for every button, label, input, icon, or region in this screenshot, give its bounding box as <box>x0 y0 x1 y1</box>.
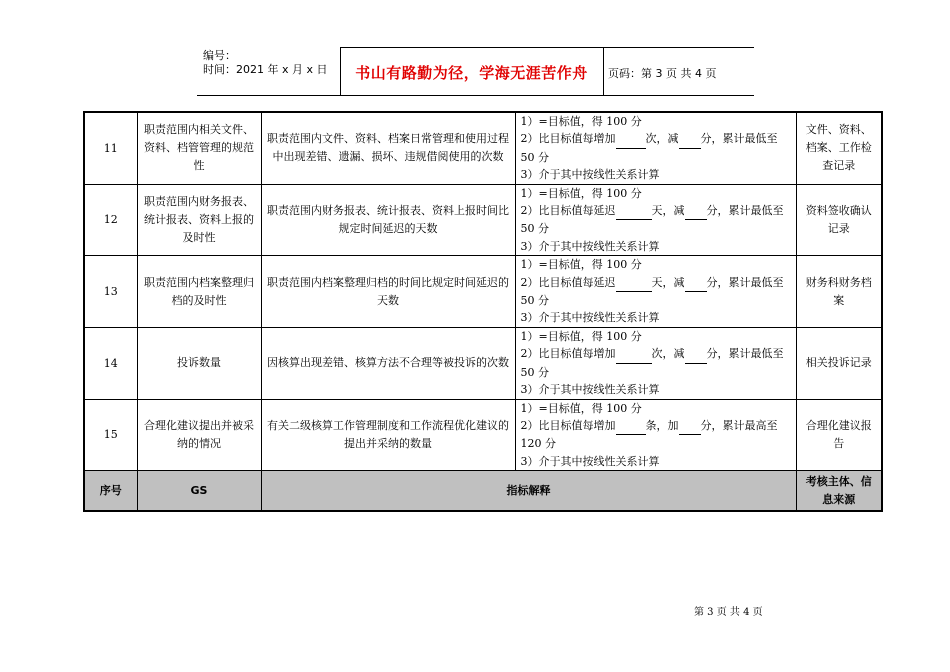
row-explanation: 因核算出现差错、核算方法不合理等被投诉的次数 <box>261 327 515 399</box>
table-row <box>84 256 882 328</box>
header-page-number: 页码：第 3 页 共 4 页 <box>608 67 717 80</box>
fill-blank[interactable] <box>679 417 701 435</box>
fill-blank[interactable] <box>685 274 707 292</box>
fill-blank[interactable] <box>685 202 707 220</box>
row-scoring-rule <box>515 184 796 256</box>
rule-line-1: 1）=目标值，得 100 分 <box>520 186 642 200</box>
rule-line-2 <box>521 417 791 453</box>
rule-line-3: 3）介于其中按线性关系计算 <box>520 383 660 397</box>
rule-text: 分，累计最低至 50 分 <box>520 132 778 164</box>
row-number: 11 <box>84 112 137 184</box>
row-explanation: 职责范围内财务报表、统计报表、资料上报时间比规定时间延迟的天数 <box>261 184 515 256</box>
row-explanation: 职责范围内文件、资料、档案日常管理和使用过程中出现差错、遗漏、损坏、违规借阅使用的次数 <box>261 112 515 184</box>
fill-blank[interactable] <box>679 130 701 148</box>
footer-page-number: 第 3 页 共 4 页 <box>694 607 763 618</box>
row-scoring-rule <box>515 112 796 184</box>
row-gs: 职责范围内相关文件、资料、档管管理的规范性 <box>137 112 261 184</box>
fill-blank[interactable] <box>616 417 646 435</box>
rule-text: 分，累计最高至 120 分 <box>520 418 778 451</box>
row-source: 文件、资料、档案、工作检查记录 <box>796 112 882 184</box>
fill-blank[interactable] <box>616 130 646 148</box>
rule-text: 2）比目标值每延迟 <box>520 204 616 218</box>
row-gs: 投诉数量 <box>137 327 261 399</box>
rule-line-2 <box>521 202 791 238</box>
rule-text: 2）比目标值每增加 <box>520 418 616 432</box>
row-scoring-rule <box>515 399 796 471</box>
rule-text: 条，加 <box>645 418 679 432</box>
row-source: 相关投诉记录 <box>796 327 882 399</box>
rule-line-2 <box>521 130 791 166</box>
row-gs: 职责范围内档案整理归档的及时性 <box>137 256 261 328</box>
rule-text: 天，减 <box>651 275 685 289</box>
row-source: 财务科财务档案 <box>796 256 882 328</box>
fill-blank[interactable] <box>616 274 652 292</box>
row-number: 13 <box>84 256 137 328</box>
doc-number-label: 编号： <box>203 49 236 62</box>
rule-text: 2）比目标值每增加 <box>520 347 616 361</box>
rule-line-3: 3）介于其中按线性关系计算 <box>520 454 660 468</box>
rule-line-1: 1）=目标值，得 100 分 <box>520 258 642 272</box>
table-row <box>84 399 882 471</box>
header-divider <box>603 47 604 96</box>
doc-time-label: 时间：2021 年 x 月 x 日 <box>203 63 328 76</box>
rule-line-1: 1）=目标值，得 100 分 <box>520 329 642 343</box>
kpi-table <box>83 111 883 512</box>
row-explanation: 职责范围内档案整理归档的时间比规定时间延迟的天数 <box>261 256 515 328</box>
row-source: 合理化建议报告 <box>796 399 882 471</box>
row-scoring-rule <box>515 327 796 399</box>
rule-line-3: 3）介于其中按线性关系计算 <box>520 239 660 253</box>
table-row <box>84 184 882 256</box>
row-source: 资料签收确认记录 <box>796 184 882 256</box>
rule-line-2 <box>521 345 791 381</box>
row-explanation: 有关二级核算工作管理制度和工作流程优化建议的提出并采纳的数量 <box>261 399 515 471</box>
rule-text: 2）比目标值每增加 <box>520 132 616 146</box>
rule-text: 天，减 <box>651 204 685 218</box>
fill-blank[interactable] <box>616 202 652 220</box>
row-number: 14 <box>84 327 137 399</box>
rule-text: 2）比目标值每延迟 <box>520 275 616 289</box>
header-bottom-rule <box>197 95 754 96</box>
rule-line-1: 1）=目标值，得 100 分 <box>520 401 642 415</box>
rule-text: 分，累计最低至 50 分 <box>520 347 784 379</box>
rule-line-1: 1）=目标值，得 100 分 <box>520 115 642 128</box>
row-scoring-rule <box>515 256 796 328</box>
fill-blank[interactable] <box>616 345 652 363</box>
header-motto: 书山有路勤为径，学海无涯苦作舟 <box>355 64 588 82</box>
rule-text: 次，减 <box>645 132 679 146</box>
rule-line-2 <box>521 274 791 310</box>
table-header-row <box>84 471 882 512</box>
header-meta <box>203 49 328 77</box>
column-header-source: 考核主体、信息来源 <box>796 471 882 512</box>
rule-text: 次，减 <box>651 347 685 361</box>
column-header-gs: GS <box>137 471 261 512</box>
row-gs: 职责范围内财务报表、统计报表、资料上报的及时性 <box>137 184 261 256</box>
column-header-no: 序号 <box>84 471 137 512</box>
fill-blank[interactable] <box>685 345 707 363</box>
rule-line-3: 3）介于其中按线性关系计算 <box>520 311 660 325</box>
row-number: 12 <box>84 184 137 256</box>
column-header-explain: 指标解释 <box>261 471 796 512</box>
table-row <box>84 327 882 399</box>
rule-text: 分，累计最低至 50 分 <box>520 275 784 308</box>
header-top-rule <box>340 47 754 48</box>
table-row <box>84 112 882 184</box>
rule-line-3: 3）介于其中按线性关系计算 <box>520 168 660 182</box>
row-gs: 合理化建议提出并被采纳的情况 <box>137 399 261 471</box>
row-number: 15 <box>84 399 137 471</box>
rule-text: 分，累计最低至 50 分 <box>520 204 784 236</box>
